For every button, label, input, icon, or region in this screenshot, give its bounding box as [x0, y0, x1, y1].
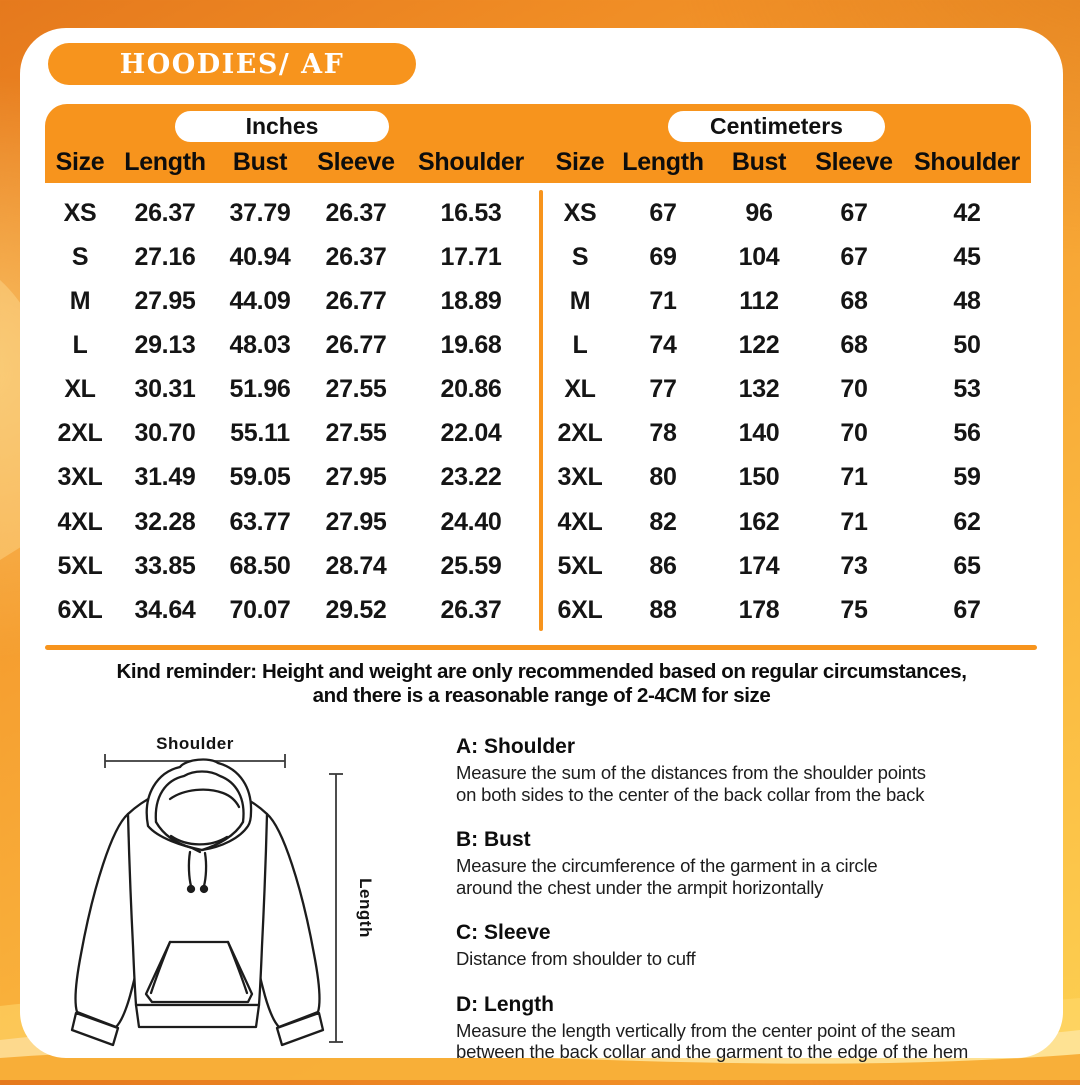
reminder-line-2: and there is a reasonable range of 2-4CM for size [312, 684, 771, 707]
value-cell: 65 [953, 551, 981, 580]
value-cell: 51.96 [229, 375, 291, 404]
value-cell: 26.37 [440, 595, 502, 624]
value-cell: 71 [840, 507, 868, 536]
size-chart-card [20, 28, 1063, 1062]
value-cell: 25.59 [440, 551, 502, 580]
instruction-heading: C: Sleeve [456, 921, 551, 944]
table-data-grid [45, 191, 1031, 632]
column-header: Bust [731, 148, 787, 176]
value-cell: 30.70 [134, 419, 196, 448]
column-headers [45, 145, 1031, 179]
value-cell: 27.16 [134, 242, 196, 271]
value-cell: 78 [649, 419, 677, 448]
value-cell: 55.11 [230, 419, 290, 448]
size-cell: 5XL [57, 551, 103, 580]
value-cell: 74 [649, 330, 677, 359]
value-cell: 178 [738, 595, 780, 624]
value-cell: 122 [738, 330, 780, 359]
value-cell: 67 [840, 242, 868, 271]
value-cell: 75 [840, 595, 868, 624]
value-cell: 34.64 [134, 595, 196, 624]
value-cell: 70 [840, 375, 868, 404]
column-header: Sleeve [317, 148, 395, 176]
size-cell: 6XL [557, 595, 603, 624]
shoulder-label: Shoulder [156, 734, 234, 753]
table-divider [539, 190, 543, 631]
value-cell: 162 [738, 507, 780, 536]
value-cell: 48.03 [229, 330, 291, 359]
value-cell: 68 [840, 286, 868, 315]
size-cell: 2XL [557, 419, 603, 448]
value-cell: 77 [649, 375, 677, 404]
length-label: Length [356, 878, 375, 938]
instructions [456, 734, 1036, 1085]
value-cell: 26.37 [325, 242, 387, 271]
size-cell: L [572, 330, 588, 359]
size-table [45, 104, 1031, 664]
value-cell: 26.37 [325, 198, 387, 227]
value-cell: 174 [738, 551, 780, 580]
value-cell: 31.49 [134, 463, 196, 492]
value-cell: 86 [649, 551, 677, 580]
value-cell: 82 [649, 507, 677, 536]
value-cell: 80 [649, 463, 677, 492]
value-cell: 26.77 [325, 330, 387, 359]
value-cell: 23.22 [440, 463, 502, 492]
size-cell: XS [63, 198, 97, 227]
size-cell: 4XL [557, 507, 603, 536]
value-cell: 67 [840, 198, 868, 227]
value-cell: 59.05 [229, 463, 291, 492]
value-cell: 96 [745, 198, 773, 227]
value-cell: 44.09 [229, 286, 291, 315]
column-header: Size [55, 148, 105, 176]
value-cell: 30.31 [134, 375, 196, 404]
instruction-line: Measure the length vertically from the center point of the seam [456, 1019, 956, 1041]
hoodie-drawing [72, 760, 323, 1045]
value-cell: 18.89 [440, 286, 502, 315]
value-cell: 73 [840, 551, 868, 580]
instruction-heading: D: Length [456, 992, 554, 1016]
size-cell: 5XL [557, 551, 603, 580]
value-cell: 67 [649, 198, 677, 227]
value-cell: 26.77 [325, 286, 387, 315]
column-header: Shoulder [418, 148, 524, 176]
instruction-line: Measure the circumference of the garment in a circle [456, 855, 878, 876]
value-cell: 140 [738, 419, 780, 448]
value-cell: 19.68 [440, 330, 502, 359]
size-cell: 3XL [57, 463, 103, 492]
size-cell: XL [64, 375, 96, 404]
value-cell: 20.86 [440, 375, 502, 404]
instruction-line: between the back collar and the garment to the edge of the hem [456, 1041, 969, 1062]
instruction-heading: B: Bust [456, 828, 531, 851]
value-cell: 27.95 [134, 286, 196, 315]
value-cell: 63.77 [229, 507, 291, 536]
instruction-section [456, 734, 1036, 805]
value-cell: 32.28 [134, 507, 196, 536]
value-cell: 150 [738, 463, 780, 492]
value-cell: 59 [953, 463, 981, 492]
value-cell: 27.55 [325, 375, 387, 404]
size-cell: S [571, 242, 589, 271]
table-header-band [45, 104, 1031, 183]
size-cell: S [71, 242, 89, 271]
instruction-line: Measure the sum of the distances from the shoulder points [456, 762, 926, 783]
length-measure-line [329, 774, 343, 1042]
reminder-text [20, 660, 1063, 708]
instruction-section [456, 920, 1036, 970]
value-cell: 16.53 [440, 198, 502, 227]
value-cell: 29.13 [134, 330, 196, 359]
value-cell: 29.52 [325, 595, 387, 624]
value-cell: 68.50 [229, 551, 291, 580]
value-cell: 40.94 [229, 242, 291, 271]
size-cell: L [72, 330, 88, 359]
value-cell: 45 [953, 242, 981, 271]
column-header: Shoulder [914, 148, 1020, 176]
inches-unit-label: Inches [175, 111, 389, 142]
value-cell: 26.37 [134, 198, 196, 227]
value-cell: 71 [649, 286, 677, 315]
value-cell: 33.85 [134, 551, 196, 580]
size-cell: XS [563, 198, 597, 227]
value-cell: 104 [738, 242, 780, 271]
size-cell: M [69, 286, 91, 315]
value-cell: 22.04 [440, 419, 502, 448]
value-cell: 71 [840, 463, 868, 492]
value-cell: 69 [649, 242, 677, 271]
title-badge [48, 43, 416, 85]
value-cell: 50 [953, 330, 981, 359]
value-cell: 37.79 [229, 198, 291, 227]
value-cell: 56 [953, 419, 981, 448]
reminder-line-1: Kind reminder: Height and weight are only recommended based on regular circumstances, [116, 660, 967, 683]
instruction-section [456, 992, 1036, 1063]
instruction-heading: A: Shoulder [456, 735, 575, 758]
value-cell: 53 [953, 375, 981, 404]
instruction-line: around the chest under the armpit horizontally [456, 876, 824, 898]
value-cell: 132 [738, 375, 780, 404]
size-cell: 6XL [57, 595, 103, 624]
value-cell: 27.95 [325, 507, 387, 536]
column-header: Length [622, 148, 704, 176]
size-cell: 2XL [57, 419, 103, 448]
value-cell: 27.95 [325, 463, 387, 492]
column-header: Sleeve [815, 148, 893, 176]
size-cell: 3XL [557, 463, 603, 492]
page-title: HOODIES/ AF [119, 48, 345, 80]
value-cell: 67 [953, 595, 981, 624]
value-cell: 24.40 [440, 507, 502, 536]
size-cell: 4XL [57, 507, 103, 536]
value-cell: 68 [840, 330, 868, 359]
value-cell: 27.55 [325, 419, 387, 448]
instruction-section [456, 827, 1036, 898]
column-header: Bust [232, 148, 288, 176]
value-cell: 17.71 [440, 242, 502, 271]
value-cell: 28.74 [325, 551, 387, 580]
column-header: Size [555, 148, 605, 176]
value-cell: 48 [953, 286, 981, 315]
column-header: Length [124, 148, 206, 176]
value-cell: 62 [953, 507, 981, 536]
instruction-line: Distance from shoulder to cuff [456, 948, 696, 969]
size-cell: M [569, 286, 591, 315]
size-cell: XL [564, 375, 596, 404]
value-cell: 88 [649, 595, 677, 624]
value-cell: 112 [739, 286, 779, 315]
section-divider-line [45, 645, 1037, 650]
value-cell: 70.07 [229, 595, 291, 624]
instruction-line: on both sides to the center of the back collar from the back [456, 783, 925, 805]
centimeters-unit-label: Centimeters [668, 111, 885, 142]
value-cell: 70 [840, 419, 868, 448]
value-cell: 42 [953, 198, 981, 227]
hoodie-diagram [70, 726, 452, 1054]
